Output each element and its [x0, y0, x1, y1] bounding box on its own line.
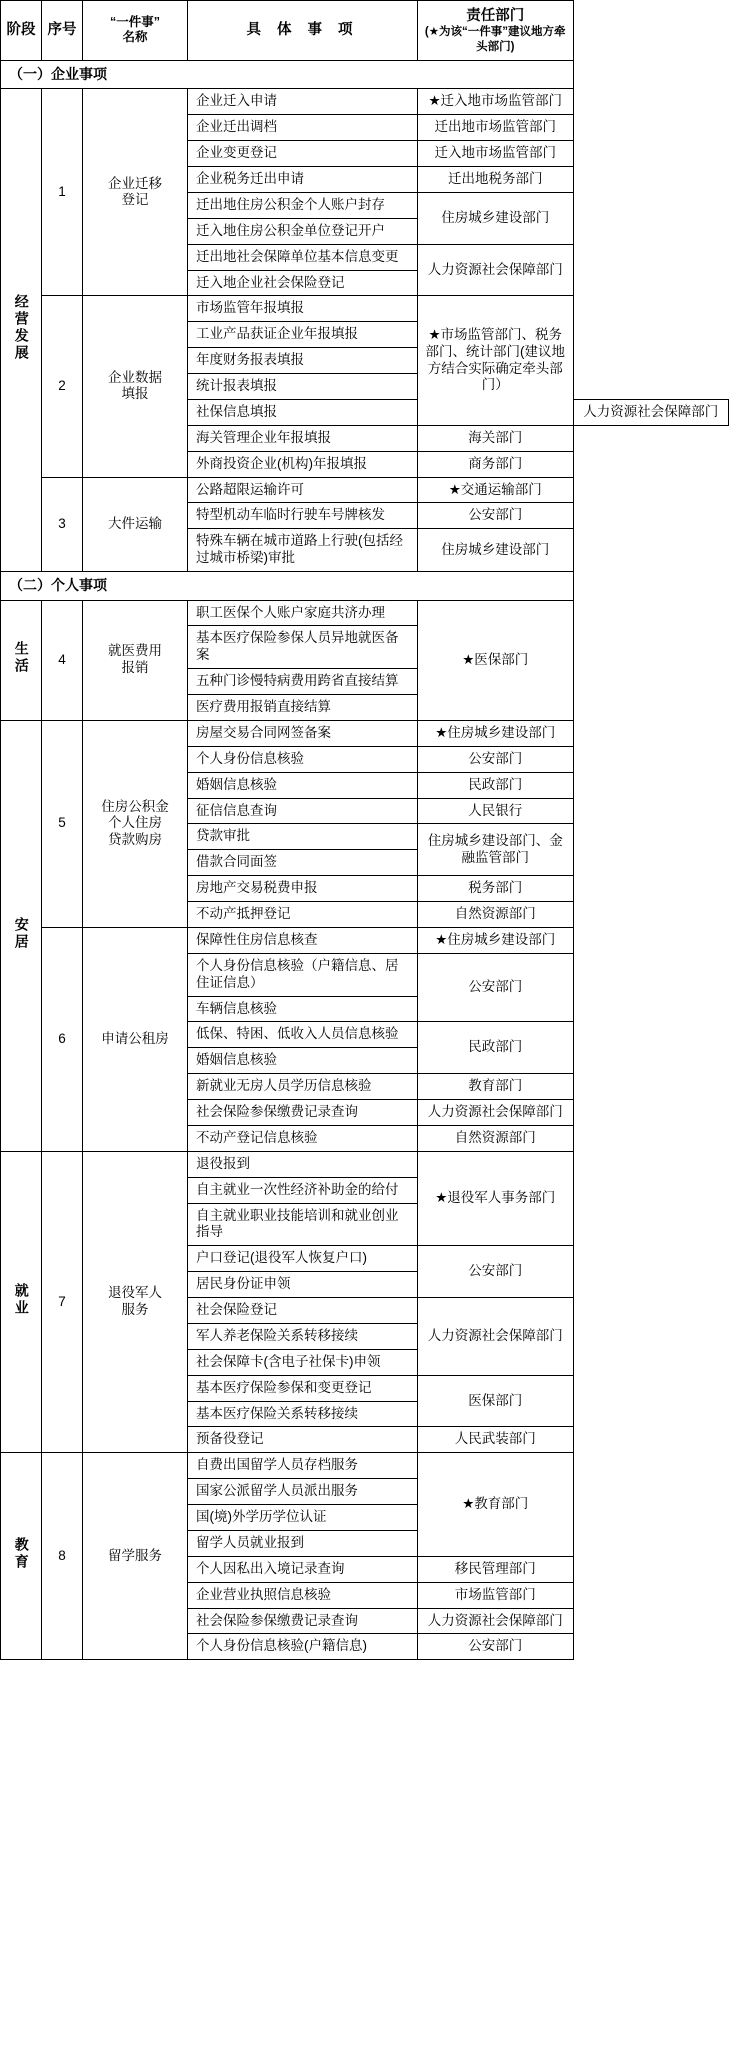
table-row [1, 296, 729, 322]
row-name [83, 927, 188, 1151]
row-number: 2 [42, 296, 83, 477]
responsible-dept: 教育部门 [418, 1074, 574, 1100]
row-name-line-0: 就医费用 [108, 643, 162, 659]
matter-item: 基本医疗保险关系转移接续 [188, 1401, 418, 1427]
row-name-line-0: 企业迁移 [108, 175, 162, 191]
responsible-dept: 人力资源社会保障部门 [418, 1298, 574, 1376]
row-name-line-0: 住房公积金 [101, 798, 169, 814]
responsible-dept: 商务部门 [418, 451, 574, 477]
matter-item: 统计报表填报 [188, 374, 418, 400]
matter-item: 婚姻信息核验 [188, 1048, 418, 1074]
stage-employment [1, 1151, 42, 1453]
matter-item: 基本医疗保险参保人员异地就医备案 [188, 626, 418, 669]
matter-item: 外商投资企业(机构)年报填报 [188, 451, 418, 477]
row-name [83, 1453, 188, 1660]
matter-item: 社会保险参保缴费记录查询 [188, 1608, 418, 1634]
matter-item: 自主就业职业技能培训和就业创业指导 [188, 1203, 418, 1246]
stage-housing [1, 720, 42, 1151]
table-row [1, 1151, 729, 1177]
matter-item: 居民身份证申领 [188, 1272, 418, 1298]
matter-item: 迁入地住房公积金单位登记开户 [188, 218, 418, 244]
matter-item: 特型机动车临时行驶车号牌核发 [188, 503, 418, 529]
responsible-dept: 迁出地税务部门 [418, 167, 574, 193]
matter-item: 迁出地社会保障单位基本信息变更 [188, 244, 418, 270]
matter-item: 新就业无房人员学历信息核验 [188, 1074, 418, 1100]
matter-item: 军人养老保险关系转移接续 [188, 1323, 418, 1349]
matter-item: 国家公派留学人员派出服务 [188, 1479, 418, 1505]
row-name-line-1: 个人住房 [108, 815, 162, 831]
matter-item: 贷款审批 [188, 824, 418, 850]
header-items: 具 体 事 项 [188, 1, 418, 61]
row-name-line-1: 填报 [121, 386, 149, 402]
responsible-dept: 公安部门 [418, 746, 574, 772]
row-name [83, 477, 188, 572]
matter-item: 不动产登记信息核验 [188, 1125, 418, 1151]
responsible-dept: ★教育部门 [418, 1453, 574, 1557]
matter-item: 自主就业一次性经济补助金的给付 [188, 1177, 418, 1203]
matter-item: 房地产交易税费申报 [188, 876, 418, 902]
row-number: 4 [42, 600, 83, 720]
matter-item: 社会保险参保缴费记录查询 [188, 1100, 418, 1126]
responsible-dept: 公安部门 [418, 503, 574, 529]
responsible-dept: 公安部门 [418, 1634, 574, 1660]
row-number: 6 [42, 927, 83, 1151]
responsible-dept: ★迁入地市场监管部门 [418, 89, 574, 115]
responsible-dept: 税务部门 [418, 876, 574, 902]
row-name-line-2: 贷款购房 [108, 832, 162, 848]
responsible-dept: 自然资源部门 [418, 902, 574, 928]
responsible-dept: ★住房城乡建设部门 [418, 720, 574, 746]
header-name-line2: 名称 [122, 30, 148, 45]
responsible-dept: 住房城乡建设部门 [418, 192, 574, 244]
header-name-line1: “一件事” [109, 14, 160, 29]
matter-item: 医疗费用报销直接结算 [188, 695, 418, 721]
stage-label: 就业 [13, 1282, 30, 1317]
row-name-line-0: 退役军人 [108, 1285, 162, 1301]
header-stage: 阶段 [1, 1, 42, 61]
matter-item: 保障性住房信息核查 [188, 927, 418, 953]
row-name [83, 720, 188, 927]
stage-education [1, 1453, 42, 1660]
responsible-dept: 公安部门 [418, 953, 574, 1022]
table-row [1, 720, 729, 746]
responsible-dept: 医保部门 [418, 1375, 574, 1427]
responsible-dept: 人民银行 [418, 798, 574, 824]
header-dept [418, 1, 574, 61]
stage-business [1, 89, 42, 572]
header-num: 序号 [42, 1, 83, 61]
row-name-line-1: 服务 [121, 1302, 149, 1317]
matter-item: 公路超限运输许可 [188, 477, 418, 503]
responsible-dept: 住房城乡建设部门、金融监管部门 [418, 824, 574, 876]
matter-item: 五种门诊慢特病费用跨省直接结算 [188, 669, 418, 695]
matter-item: 年度财务报表填报 [188, 348, 418, 374]
row-number: 8 [42, 1453, 83, 1660]
row-number: 7 [42, 1151, 83, 1453]
table-header-row [1, 1, 729, 61]
row-name [83, 600, 188, 720]
row-name-line-0: 留学服务 [108, 1547, 162, 1563]
table-row [1, 927, 729, 953]
matter-item: 企业变更登记 [188, 141, 418, 167]
matter-item: 社会保障卡(含电子社保卡)申领 [188, 1349, 418, 1375]
responsible-dept: 人力资源社会保障部门 [418, 1608, 574, 1634]
matter-item: 预备役登记 [188, 1427, 418, 1453]
matter-item: 个人身份信息核验（户籍信息、居住证信息） [188, 953, 418, 996]
matter-item: 迁入地企业社会保险登记 [188, 270, 418, 296]
matter-item: 个人因私出入境记录查询 [188, 1556, 418, 1582]
row-number: 3 [42, 477, 83, 572]
responsible-dept: 民政部门 [418, 772, 574, 798]
responsible-dept: 自然资源部门 [418, 1125, 574, 1151]
responsible-dept: ★市场监管部门、税务部门、统计部门(建议地方结合实际确定牵头部门） [418, 296, 574, 425]
section-row [1, 572, 729, 601]
matter-item: 婚姻信息核验 [188, 772, 418, 798]
header-dept-line2: (★为该“一件事”建议地方牵头部门) [424, 26, 566, 53]
matter-item: 市场监管年报填报 [188, 296, 418, 322]
matter-item: 个人身份信息核验 [188, 746, 418, 772]
matter-item: 借款合同面签 [188, 850, 418, 876]
matter-item: 自费出国留学人员存档服务 [188, 1453, 418, 1479]
row-name-line-1: 报销 [121, 660, 149, 676]
responsible-dept: 民政部门 [418, 1022, 574, 1074]
row-name-line-0: 申请公租房 [101, 1030, 169, 1046]
matter-item: 征信信息查询 [188, 798, 418, 824]
matter-item: 个人身份信息核验(户籍信息) [188, 1634, 418, 1660]
matter-item: 企业营业执照信息核验 [188, 1582, 418, 1608]
row-name-line-0: 企业数据 [108, 369, 162, 385]
section-enterprise: （一）企业事项 [1, 60, 574, 89]
matter-item: 车辆信息核验 [188, 996, 418, 1022]
section-personal: （二）个人事项 [1, 572, 574, 601]
responsible-dept: 人力资源社会保障部门 [418, 1100, 574, 1126]
table-row [1, 477, 729, 503]
responsible-dept: 人力资源社会保障部门 [418, 244, 574, 296]
matter-item: 工业产品获证企业年报填报 [188, 322, 418, 348]
responsible-dept: 公安部门 [418, 1246, 574, 1298]
table-row [1, 1453, 729, 1479]
matter-item: 不动产抵押登记 [188, 902, 418, 928]
row-name-line-1: 登记 [121, 192, 149, 208]
matter-item: 基本医疗保险参保和变更登记 [188, 1375, 418, 1401]
responsible-dept: ★住房城乡建设部门 [418, 927, 574, 953]
matter-item: 特殊车辆在城市道路上行驶(包括经过城市桥梁)审批 [188, 529, 418, 572]
matter-item: 迁出地住房公积金个人账户封存 [188, 192, 418, 218]
header-name [83, 1, 188, 61]
matter-item: 国(境)外学历学位认证 [188, 1505, 418, 1531]
matter-item: 房屋交易合同网签备案 [188, 720, 418, 746]
stage-label: 经营发展 [13, 293, 30, 362]
matter-item: 企业迁出调档 [188, 115, 418, 141]
responsible-dept: 人力资源社会保障部门 [573, 399, 729, 425]
row-name [83, 1151, 188, 1453]
stage-label: 生活 [13, 640, 30, 675]
matter-item: 职工医保个人账户家庭共济办理 [188, 600, 418, 626]
responsible-dept: 迁入地市场监管部门 [418, 141, 574, 167]
matter-item: 社会保险登记 [188, 1298, 418, 1324]
table-row [1, 89, 729, 115]
matter-item: 海关管理企业年报填报 [188, 425, 418, 451]
matter-item: 低保、特困、低收入人员信息核验 [188, 1022, 418, 1048]
stage-life [1, 600, 42, 720]
responsible-dept: 人民武装部门 [418, 1427, 574, 1453]
responsible-dept: 市场监管部门 [418, 1582, 574, 1608]
matter-item: 社保信息填报 [188, 399, 418, 425]
responsible-dept: ★交通运输部门 [418, 477, 574, 503]
stage-label: 教育 [13, 1537, 30, 1571]
responsible-dept: 移民管理部门 [418, 1556, 574, 1582]
responsible-dept: 住房城乡建设部门 [418, 529, 574, 572]
row-number: 5 [42, 720, 83, 927]
responsible-dept: ★退役军人事务部门 [418, 1151, 574, 1246]
matter-item: 企业迁入申请 [188, 89, 418, 115]
row-number: 1 [42, 89, 83, 296]
matter-item: 企业税务迁出申请 [188, 167, 418, 193]
responsible-dept: ★医保部门 [418, 600, 574, 720]
row-name [83, 296, 188, 477]
table-row [1, 600, 729, 626]
matter-item: 留学人员就业报到 [188, 1530, 418, 1556]
responsible-dept: 海关部门 [418, 425, 574, 451]
stage-label: 安居 [13, 916, 30, 951]
matter-item: 退役报到 [188, 1151, 418, 1177]
row-name [83, 89, 188, 296]
section-row [1, 60, 729, 89]
matter-item: 户口登记(退役军人恢复户口) [188, 1246, 418, 1272]
responsible-dept: 迁出地市场监管部门 [418, 115, 574, 141]
row-name-line-0: 大件运输 [108, 515, 162, 531]
header-dept-line1: 责任部门 [466, 8, 525, 24]
